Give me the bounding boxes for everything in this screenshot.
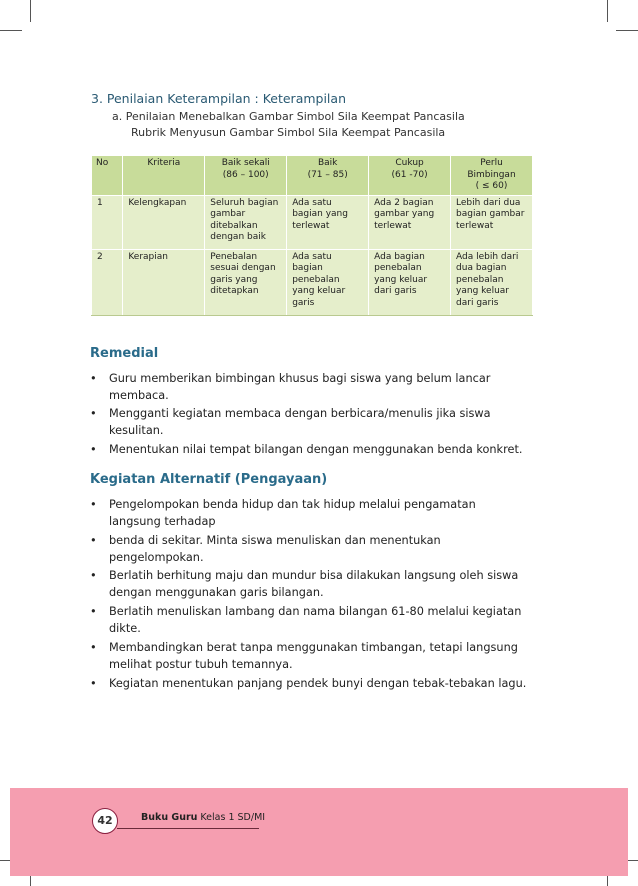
list-item-text: Guru memberikan bimbingan khusus bagi siswa yang belum lancar membaca.: [109, 372, 491, 402]
book-title: [141, 812, 265, 823]
list-item-text: Mengganti kegiatan membaca dengan berbicara/menulis jika siswa kesulitan.: [109, 407, 491, 437]
table-cell: Kelengkapan: [123, 195, 205, 249]
bullet-icon: •: [90, 641, 97, 654]
table-cell: Seluruh bagian gambar ditebalkan dengan baik: [205, 195, 287, 249]
list-item-text: Berlatih berhitung maju dan mundur bisa dilakukan langsung oleh siswa dengan menggunakan garis bilangan.: [109, 569, 519, 599]
footer-underline: [117, 828, 259, 829]
table-cell: Ada lebih dari dua bagian penebalan yang keluar dari garis: [451, 249, 533, 315]
rubric-table: [91, 155, 533, 316]
crop-mark-tr-h: [616, 30, 638, 31]
list-item-text: Kegiatan menentukan panjang pendek bunyi dengan tebak-tebakan lagu.: [109, 677, 527, 690]
crop-mark-tl-v: [30, 0, 31, 22]
crop-mark-tl-h: [0, 30, 22, 31]
list-item-text: benda di sekitar. Minta siswa menuliskan dan menentukan pengelompokan.: [109, 534, 441, 564]
section-title: 3. Penilaian Keterampilan : Keterampilan: [91, 91, 346, 106]
bullet-icon: •: [90, 569, 97, 582]
bullet-icon: •: [90, 372, 97, 385]
header-baik: Baik (71 – 85): [287, 156, 369, 196]
header-no: No: [92, 156, 123, 196]
list-item-text: Pengelompokan benda hidup dan tak hidup melalui pengamatan langsung terhadap: [109, 498, 476, 528]
table-row: [92, 249, 533, 315]
table-cell: Ada satu bagian penebalan yang keluar garis: [287, 249, 369, 315]
table-cell: Lebih dari dua bagian gambar terlewat: [451, 195, 533, 249]
page-number: 42: [92, 808, 118, 834]
bullet-icon: •: [90, 605, 97, 618]
book-title-bold: Buku Guru: [141, 812, 198, 823]
table-cell: Ada 2 bagian gambar yang terlewat: [369, 195, 451, 249]
header-baik-sekali: Baik sekali (86 – 100): [205, 156, 287, 196]
header-cukup: Cukup (61 -70): [369, 156, 451, 196]
bullet-icon: •: [90, 534, 97, 547]
table-cell: Kerapian: [123, 249, 205, 315]
subsection-a: a. Penilaian Menebalkan Gambar Simbol Sila Keempat Pancasila: [112, 110, 465, 123]
alternatif-heading: Kegiatan Alternatif (Pengayaan): [90, 472, 328, 487]
bullet-icon: •: [90, 407, 97, 420]
list-item-text: Menentukan nilai tempat bilangan dengan menggunakan benda konkret.: [109, 443, 523, 456]
header-kriteria: Kriteria: [123, 156, 205, 196]
table-header-row: [92, 156, 533, 196]
rubric-title: Rubrik Menyusun Gambar Simbol Sila Keempat Pancasila: [131, 126, 446, 139]
table-cell: 2: [92, 249, 123, 315]
book-title-rest: Kelas 1 SD/MI: [197, 812, 266, 823]
list-item-text: Membandingkan berat tanpa menggunakan timbangan, tetapi langsung melihat postur tubuh temannya.: [109, 641, 518, 671]
bullet-icon: •: [90, 443, 97, 456]
table-cell: 1: [92, 195, 123, 249]
remedial-heading: Remedial: [90, 346, 159, 361]
table-cell: Ada satu bagian yang terlewat: [287, 195, 369, 249]
bullet-icon: •: [90, 677, 97, 690]
list-item-text: Berlatih menuliskan lambang dan nama bilangan 61-80 melalui kegiatan dikte.: [109, 605, 522, 635]
table-cell: Ada bagian penebalan yang keluar dari garis: [369, 249, 451, 315]
crop-mark-tr-v: [607, 0, 608, 22]
bullet-icon: •: [90, 498, 97, 511]
table-row: [92, 195, 533, 249]
header-perlu-bimbingan: Perlu Bimbingan ( ≤ 60): [451, 156, 533, 196]
table-cell: Penebalan sesuai dengan garis yang ditetapkan: [205, 249, 287, 315]
